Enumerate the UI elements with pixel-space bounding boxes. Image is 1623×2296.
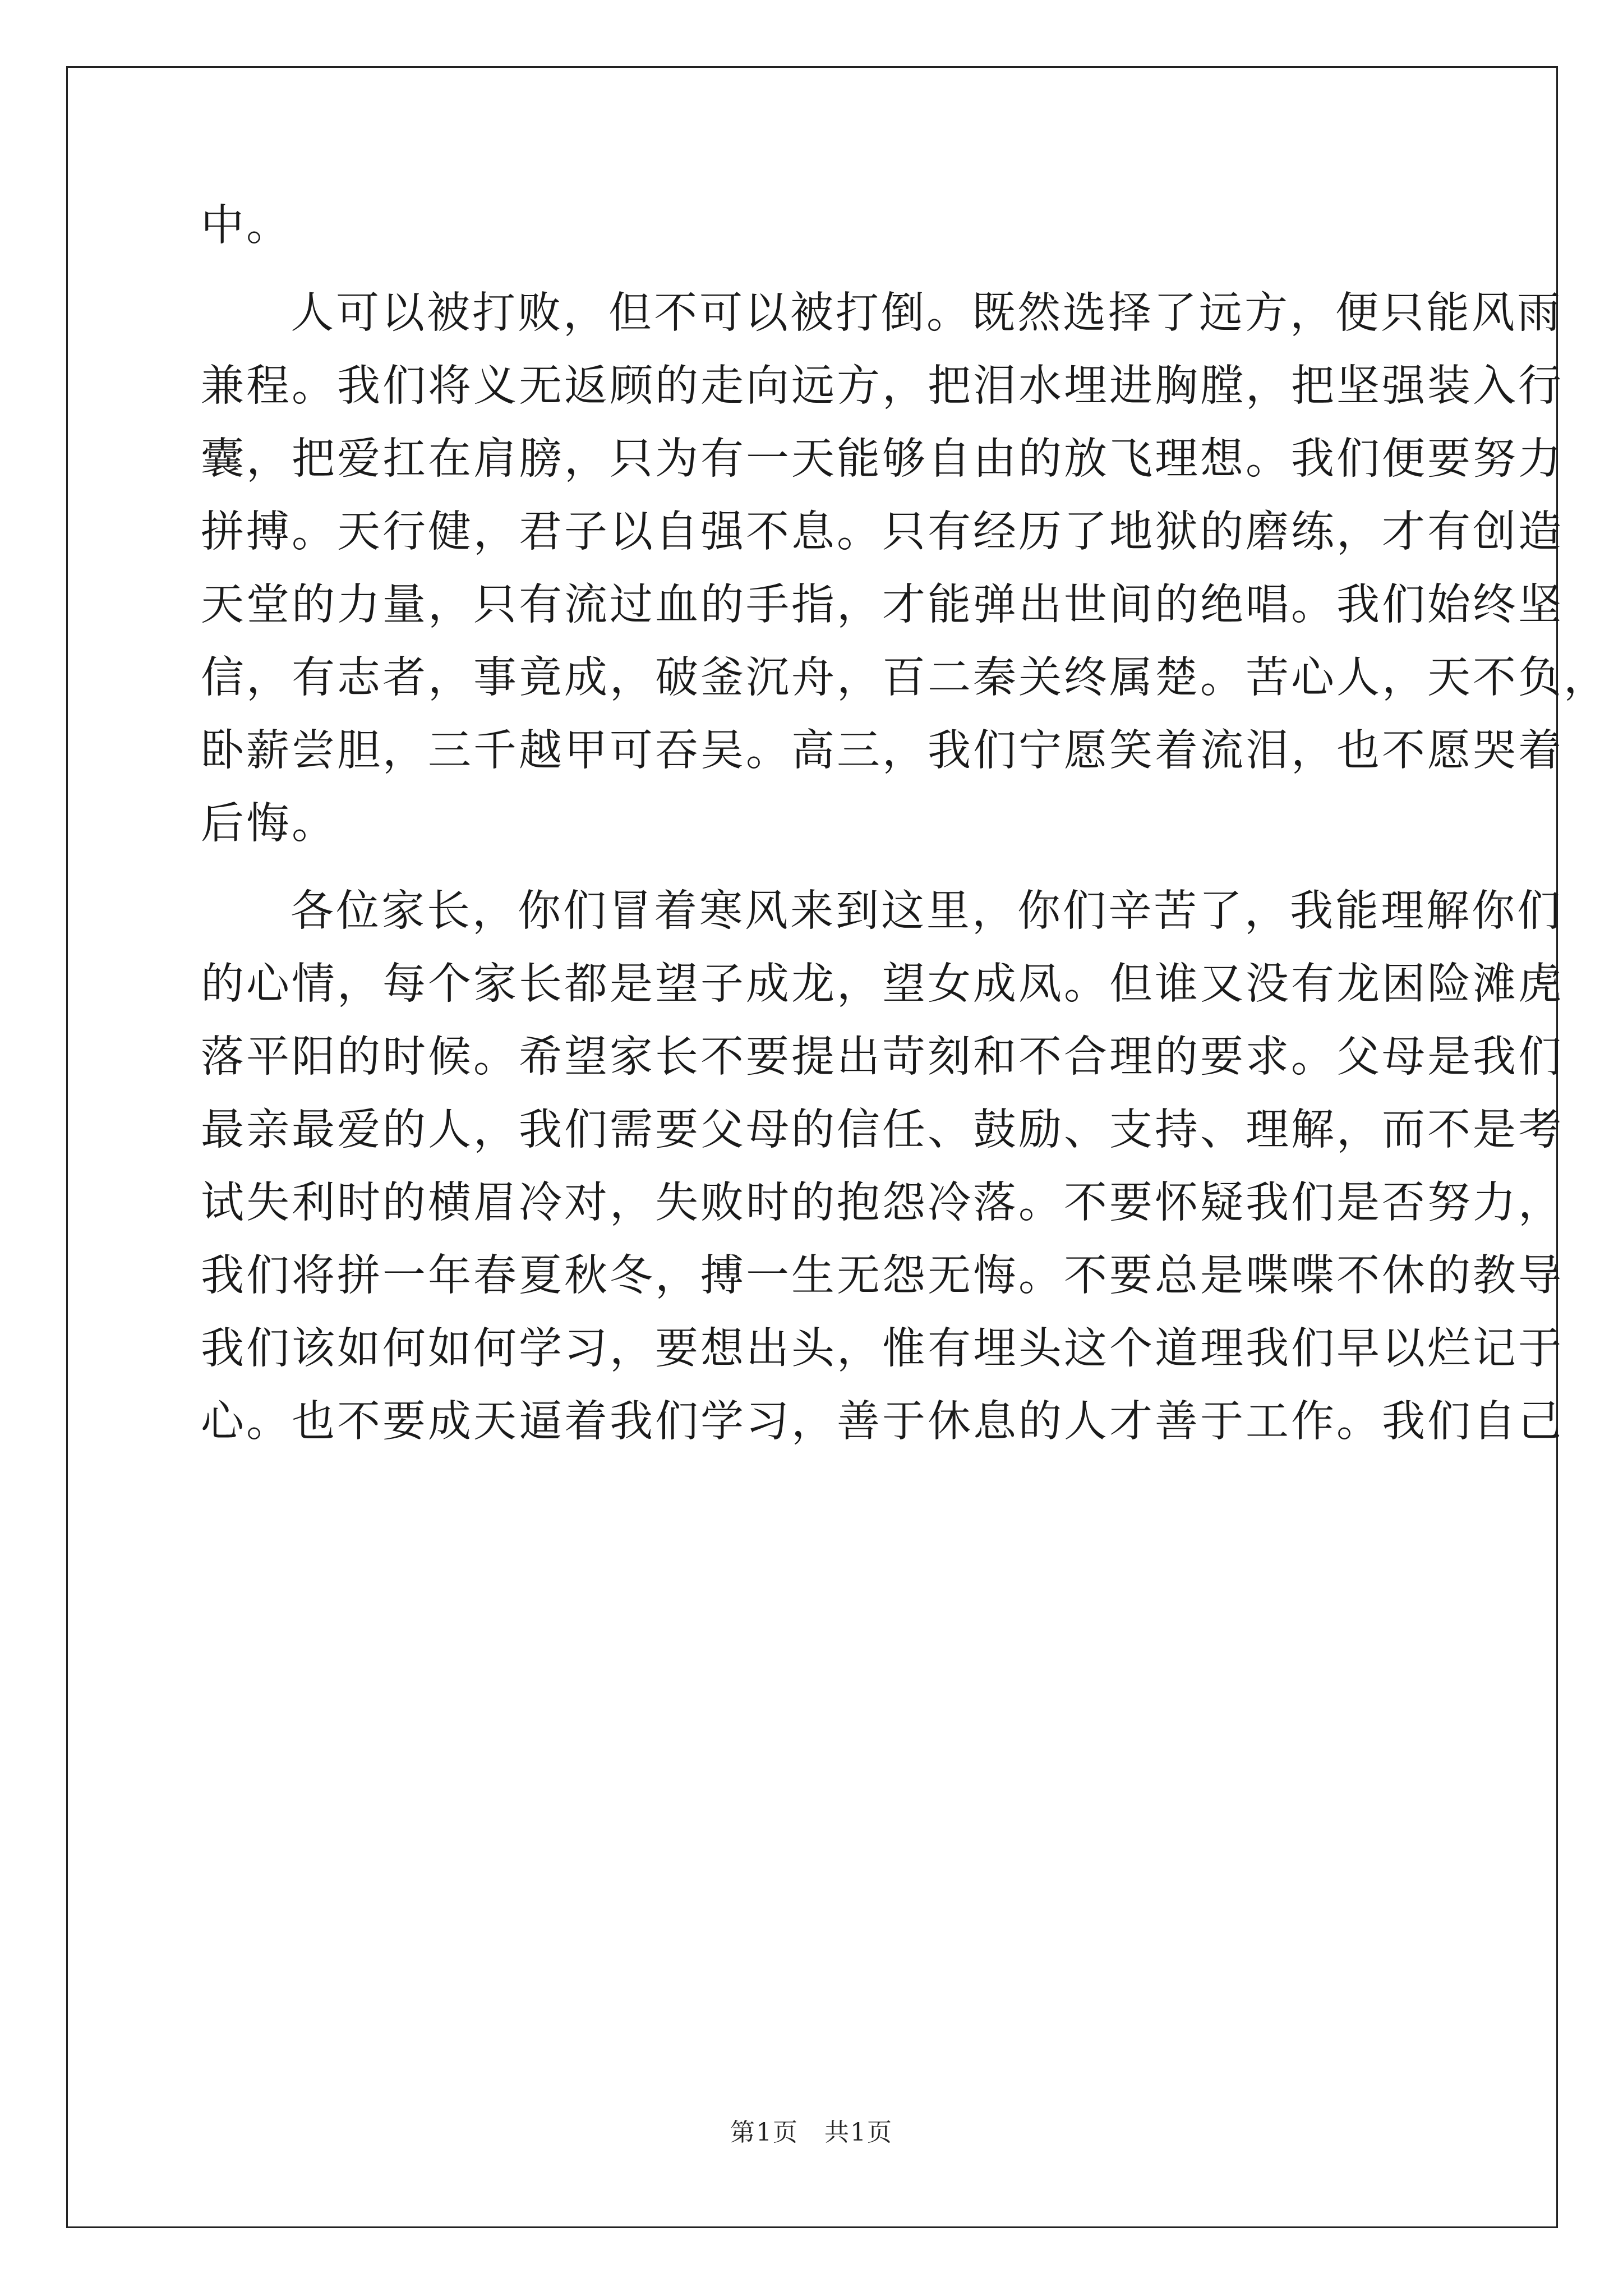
text-line: 心。也不要成天逼着我们学习，善于休息的人才善于工作。我们自己 [201, 1397, 1564, 1447]
page-number: 第1页 [730, 2118, 799, 2147]
page-footer [0, 2116, 1623, 2150]
text-line: 拼搏。天行健，君子以自强不息。只有经历了地狱的磨练，才有创造 [201, 507, 1564, 557]
text-line: 我们将拼一年春夏秋冬，搏一生无怨无悔。不要总是喋喋不休的教导 [201, 1251, 1564, 1301]
paragraph [201, 277, 1609, 861]
text-line: 信，有志者，事竟成，破釜沉舟，百二秦关终属楚。苦心人，天不负， [201, 653, 1609, 703]
paragraph [201, 190, 1471, 263]
text-line: 天堂的力量，只有流过血的手指，才能弹出世间的绝唱。我们始终坚 [201, 580, 1564, 630]
text-line: 试失利时的横眉冷对，失败时的抱怨冷落。不要怀疑我们是否努力， [201, 1178, 1564, 1228]
text-line: 我们该如何如何学习，要想出头，惟有埋头这个道理我们早以烂记于 [201, 1324, 1564, 1374]
text-line: 中。 [201, 201, 292, 251]
text-line: 后悔。 [201, 799, 337, 849]
paragraph [201, 875, 1564, 1458]
page-total: 共1页 [824, 2118, 893, 2147]
text-line: 的心情，每个家长都是望子成龙，望女成凤。但谁又没有龙困险滩虎 [201, 959, 1564, 1009]
document-body [201, 190, 1609, 1458]
text-line: 各位家长，你们冒着寒风来到这里，你们辛苦了，我能理解你们 [291, 886, 1562, 936]
text-line: 人可以被打败，但不可以被打倒。既然选择了远方，便只能风雨 [291, 288, 1562, 338]
text-line: 落平阳的时候。希望家长不要提出苛刻和不合理的要求。父母是我们 [201, 1032, 1564, 1082]
text-line: 兼程。我们将义无返顾的走向远方，把泪水埋进胸膛，把坚强装入行 [201, 361, 1564, 411]
text-line: 最亲最爱的人，我们需要父母的信任、鼓励、支持、理解，而不是考 [201, 1105, 1564, 1155]
text-line: 囊，把爱扛在肩膀，只为有一天能够自由的放飞理想。我们便要努力 [201, 434, 1564, 484]
text-line: 卧薪尝胆，三千越甲可吞吴。高三，我们宁愿笑着流泪，也不愿哭着 [201, 726, 1564, 776]
